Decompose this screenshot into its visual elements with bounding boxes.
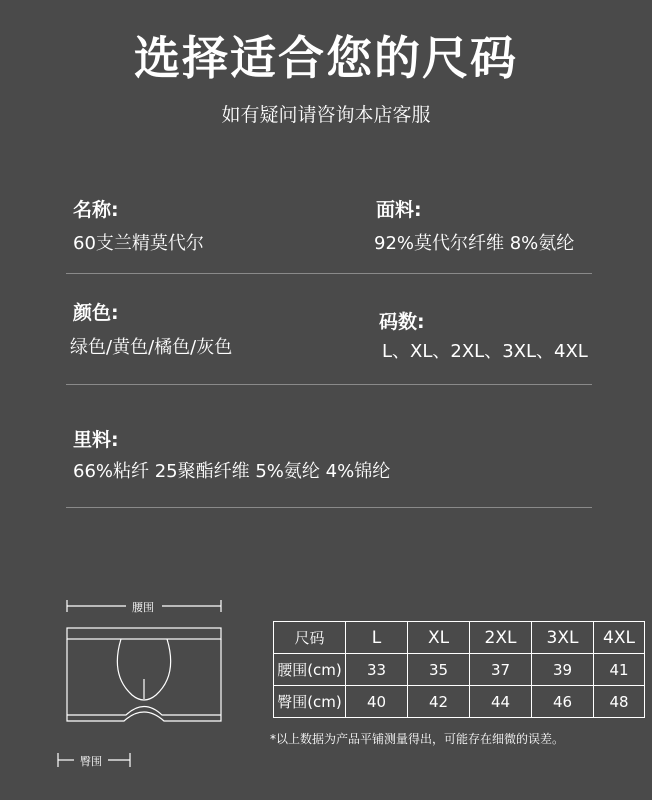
table-cell: 40 [346, 686, 408, 718]
color-label: 颜色: [73, 302, 119, 324]
fabric-label: 面料: [376, 199, 422, 221]
leg-hem-line [67, 707, 221, 716]
table-cell: 35 [408, 654, 470, 686]
lining-label: 里料: [73, 429, 119, 451]
name-value: 60支兰精莫代尔 [73, 233, 204, 254]
table-cell: 42 [408, 686, 470, 718]
table-header-cell: 3XL [532, 622, 594, 654]
size-value: L、XL、2XL、3XL、4XL [382, 341, 588, 362]
size-label: 码数: [379, 311, 425, 333]
table-header-cell: 尺码 [274, 622, 346, 654]
table-header-row [274, 622, 645, 654]
divider [66, 384, 592, 385]
measurement-note: *以上数据为产品平铺测量得出，可能存在细微的误差。 [270, 732, 565, 746]
table-row [274, 654, 645, 686]
table-cell: 48 [594, 686, 645, 718]
table-header-cell: 2XL [470, 622, 532, 654]
table-header-cell: L [346, 622, 408, 654]
page-title: 选择适合您的尺码 [134, 31, 518, 85]
table-cell: 46 [532, 686, 594, 718]
hip-dimension-label: 臀围 [80, 755, 102, 768]
page-subtitle: 如有疑问请咨询本店客服 [221, 104, 431, 126]
underwear-diagram [50, 595, 240, 775]
table-row-label: 臀围(cm) [274, 686, 346, 718]
table-cell: 41 [594, 654, 645, 686]
divider [66, 273, 592, 274]
name-label: 名称: [73, 199, 119, 221]
size-table [273, 621, 645, 718]
color-value: 绿色/黄色/橘色/灰色 [70, 337, 233, 358]
table-header-cell: XL [408, 622, 470, 654]
waistband [67, 628, 221, 639]
divider [66, 507, 592, 508]
waist-dimension-label: 腰围 [132, 601, 154, 614]
table-cell: 33 [346, 654, 408, 686]
table-row-label: 腰围(cm) [274, 654, 346, 686]
table-cell: 39 [532, 654, 594, 686]
table-header-cell: 4XL [594, 622, 645, 654]
table-row [274, 686, 645, 718]
lining-value: 66%粘纤 25聚酯纤维 5%氨纶 4%锦纶 [73, 461, 391, 482]
table-cell: 44 [470, 686, 532, 718]
table-cell: 37 [470, 654, 532, 686]
fabric-value: 92%莫代尔纤维 8%氨纶 [374, 233, 575, 254]
